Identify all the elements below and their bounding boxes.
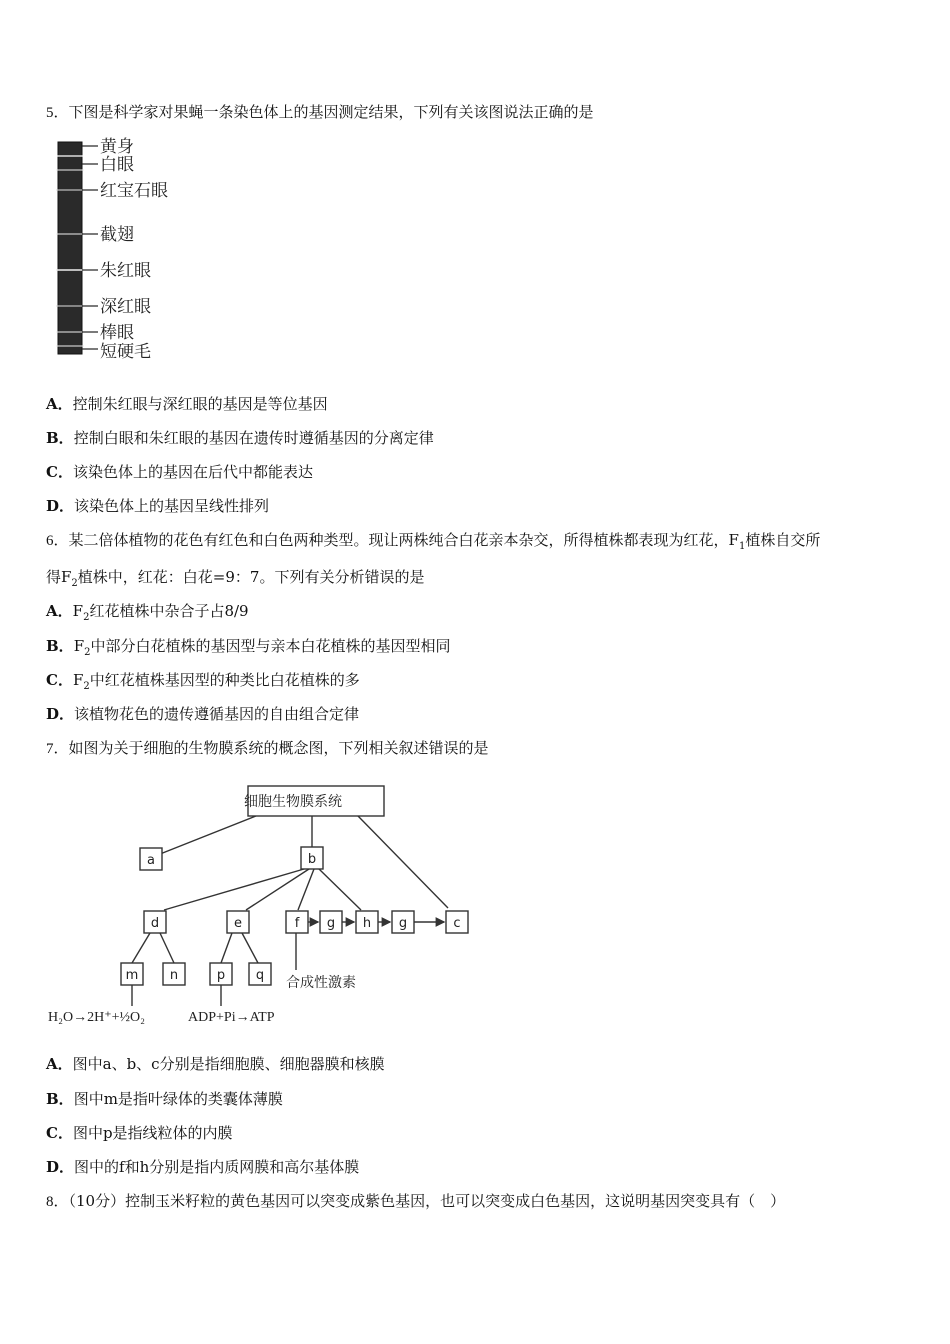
- svg-text:d: d: [150, 916, 160, 931]
- q6-stem-line1: 6．某二倍体植物的花色有红色和白色两种类型。现让两株纯合白花亲本杂交，所得植株都表现为红花，$F_1$植株自交所: [46, 531, 821, 552]
- svg-text:m: m: [125, 968, 139, 983]
- q7-option-c[interactable]: C．图中p是指线粒体的内膜: [46, 1124, 233, 1142]
- q7-option-b[interactable]: B．图中m是指叶绿体的类囊体薄膜: [46, 1090, 283, 1108]
- gene-label: 棒眼: [100, 323, 134, 343]
- atp-synthesis-equation: ADP+Pi→ATP: [188, 1010, 275, 1025]
- q5-option-b[interactable]: B．控制白眼和朱红眼的基因在遗传时遵循基因的分离定律: [46, 429, 434, 447]
- membrane-concept-map: [46, 780, 486, 1030]
- svg-text:p: p: [216, 968, 226, 983]
- water-split-equation: H₂O→2H⁺+½O₂: [48, 1010, 145, 1025]
- q6-option-b[interactable]: B．$F_2$中部分白花植株的基因型与亲本白花植株的基因型相同: [46, 637, 451, 658]
- gene-label: 截翅: [100, 225, 134, 245]
- q7-option-a[interactable]: A．图中a、b、c分别是指细胞膜、细胞器膜和核膜: [46, 1055, 385, 1073]
- chromosome-gene-figure: [46, 134, 196, 366]
- q6-option-d[interactable]: D．该植物花色的遗传遵循基因的自由组合定律: [46, 705, 360, 723]
- gene-label: 短硬毛: [100, 342, 151, 362]
- svg-text:c: c: [453, 916, 461, 931]
- svg-text:e: e: [234, 916, 242, 931]
- svg-text:g: g: [326, 916, 336, 931]
- q8-stem: 8．（10分）控制玉米籽粒的黄色基因可以突变成紫色基因，也可以突变成白色基因，这说明基因突变具有（ ）: [46, 1192, 786, 1210]
- gene-label: 朱红眼: [100, 261, 151, 281]
- q6-option-c[interactable]: C．$F_2$中红花植株基因型的种类比白花植株的多: [46, 671, 360, 692]
- gene-label: 白眼: [100, 155, 134, 175]
- svg-text:q: q: [255, 968, 265, 983]
- svg-text:g: g: [398, 916, 408, 931]
- gene-label: 黄身: [100, 137, 134, 157]
- q6-stem-line2: 得$F_2$植株中，红花：白花=9：7。下列有关分析错误的是: [46, 568, 425, 589]
- gene-label: 红宝石眼: [100, 181, 168, 201]
- q7-option-d[interactable]: D．图中的f和h分别是指内质网膜和高尔基体膜: [46, 1158, 360, 1176]
- q5-number: 5．: [46, 105, 69, 121]
- q7-stem: 7．如图为关于细胞的生物膜系统的概念图，下列相关叙述错误的是: [46, 739, 489, 757]
- gene-label: 深红眼: [100, 297, 151, 317]
- svg-text:n: n: [169, 968, 179, 983]
- root-label: 细胞生物膜系统: [244, 794, 342, 810]
- q5-stem: [46, 102, 594, 123]
- hormone-label: 合成性激素: [286, 975, 356, 991]
- q5-stem-text: 下图是科学家对果蝇一条染色体上的基因测定结果，下列有关该图说法正确的是: [68, 103, 594, 121]
- svg-text:f: f: [294, 916, 300, 931]
- chromosome-bar: [58, 142, 82, 354]
- q5-option-c[interactable]: C．该染色体上的基因在后代中都能表达: [46, 463, 313, 481]
- svg-text:a: a: [147, 853, 155, 868]
- svg-text:h: h: [362, 916, 372, 931]
- q5-option-d[interactable]: D．该染色体上的基因呈线性排列: [46, 497, 270, 515]
- svg-text:b: b: [307, 852, 317, 867]
- q6-option-a[interactable]: A．$F_2$红花植株中杂合子占8/9: [46, 602, 249, 623]
- q5-option-a[interactable]: A．控制朱红眼与深红眼的基因是等位基因: [46, 395, 328, 413]
